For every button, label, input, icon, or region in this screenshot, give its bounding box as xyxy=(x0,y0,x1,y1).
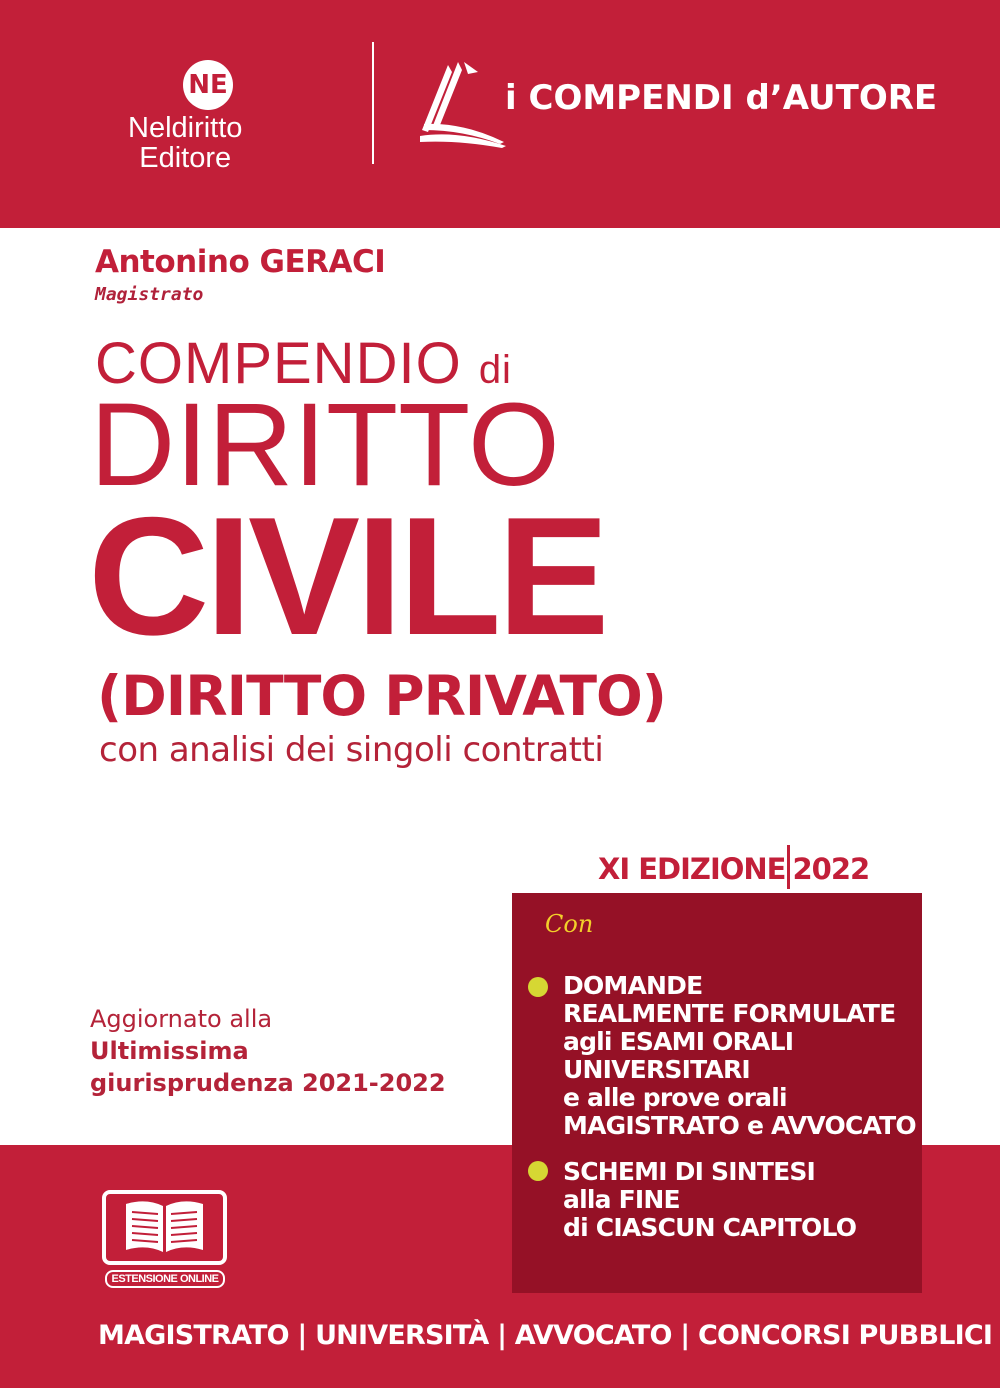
edition xyxy=(598,845,869,889)
bullet-icon xyxy=(528,1161,548,1181)
feature-line: DOMANDE xyxy=(563,971,703,1000)
features-intro: Con xyxy=(545,910,594,938)
edition-label: XI EDIZIONE xyxy=(598,852,786,886)
title-line-3: CIVILE xyxy=(88,482,606,670)
target-item: CONCORSI PUBBLICI xyxy=(697,1320,993,1351)
feature-line: REALMENTE FORMULATE xyxy=(563,999,896,1028)
feature-item xyxy=(563,972,916,1140)
update-note xyxy=(90,1003,446,1099)
header-divider xyxy=(372,42,374,164)
update-line2: Ultimissima xyxy=(90,1037,249,1065)
series-title: i COMPENDI d’AUTORE xyxy=(505,78,938,118)
title-line-2: DIRITTO xyxy=(90,379,560,511)
feature-item xyxy=(563,1158,856,1242)
monitor-icon xyxy=(102,1190,227,1265)
publisher-logo-icon: NE xyxy=(183,60,233,110)
edition-divider xyxy=(787,845,790,889)
target-audience: MAGISTRATO | UNIVERSITÀ | AVVOCATO | CONCORSI PUBBLICI xyxy=(98,1320,993,1351)
edition-year: 2022 xyxy=(792,852,870,886)
title-di: di xyxy=(478,348,512,392)
target-item: AVVOCATO xyxy=(514,1320,672,1351)
publisher-line2: Editore xyxy=(139,142,232,174)
feature-line: UNIVERSITARI xyxy=(563,1055,750,1084)
subtitle: con analisi dei singoli contratti xyxy=(99,730,604,770)
title-line-4: (DIRITTO PRIVATO) xyxy=(97,664,666,728)
feature-line: di CIASCUN CAPITOLO xyxy=(563,1213,857,1242)
target-item: MAGISTRATO xyxy=(98,1320,289,1351)
author-name: Antonino GERACI xyxy=(95,244,386,280)
online-label: ESTENSIONE ONLINE xyxy=(105,1270,225,1288)
author-role: Magistrato xyxy=(95,284,204,305)
target-item: UNIVERSITÀ xyxy=(315,1320,489,1351)
online-extension-badge xyxy=(102,1190,227,1292)
update-line1: Aggiornato alla xyxy=(90,1005,273,1033)
open-book-pages-icon xyxy=(418,60,508,150)
open-book-icon xyxy=(106,1194,223,1261)
feature-line: MAGISTRATO e AVVOCATO xyxy=(563,1111,916,1140)
feature-line: agli ESAMI ORALI xyxy=(563,1027,794,1056)
feature-line: e alle prove orali xyxy=(563,1083,787,1112)
feature-line: alla FINE xyxy=(563,1185,680,1214)
bullet-icon xyxy=(528,977,548,997)
publisher-line1: Neldiritto xyxy=(128,112,243,144)
feature-line: SCHEMI DI SINTESI xyxy=(563,1157,816,1186)
title-compendio: COMPENDIO xyxy=(95,331,462,396)
publisher-name xyxy=(128,113,242,173)
update-line3: giurisprudenza 2021-2022 xyxy=(90,1069,446,1097)
